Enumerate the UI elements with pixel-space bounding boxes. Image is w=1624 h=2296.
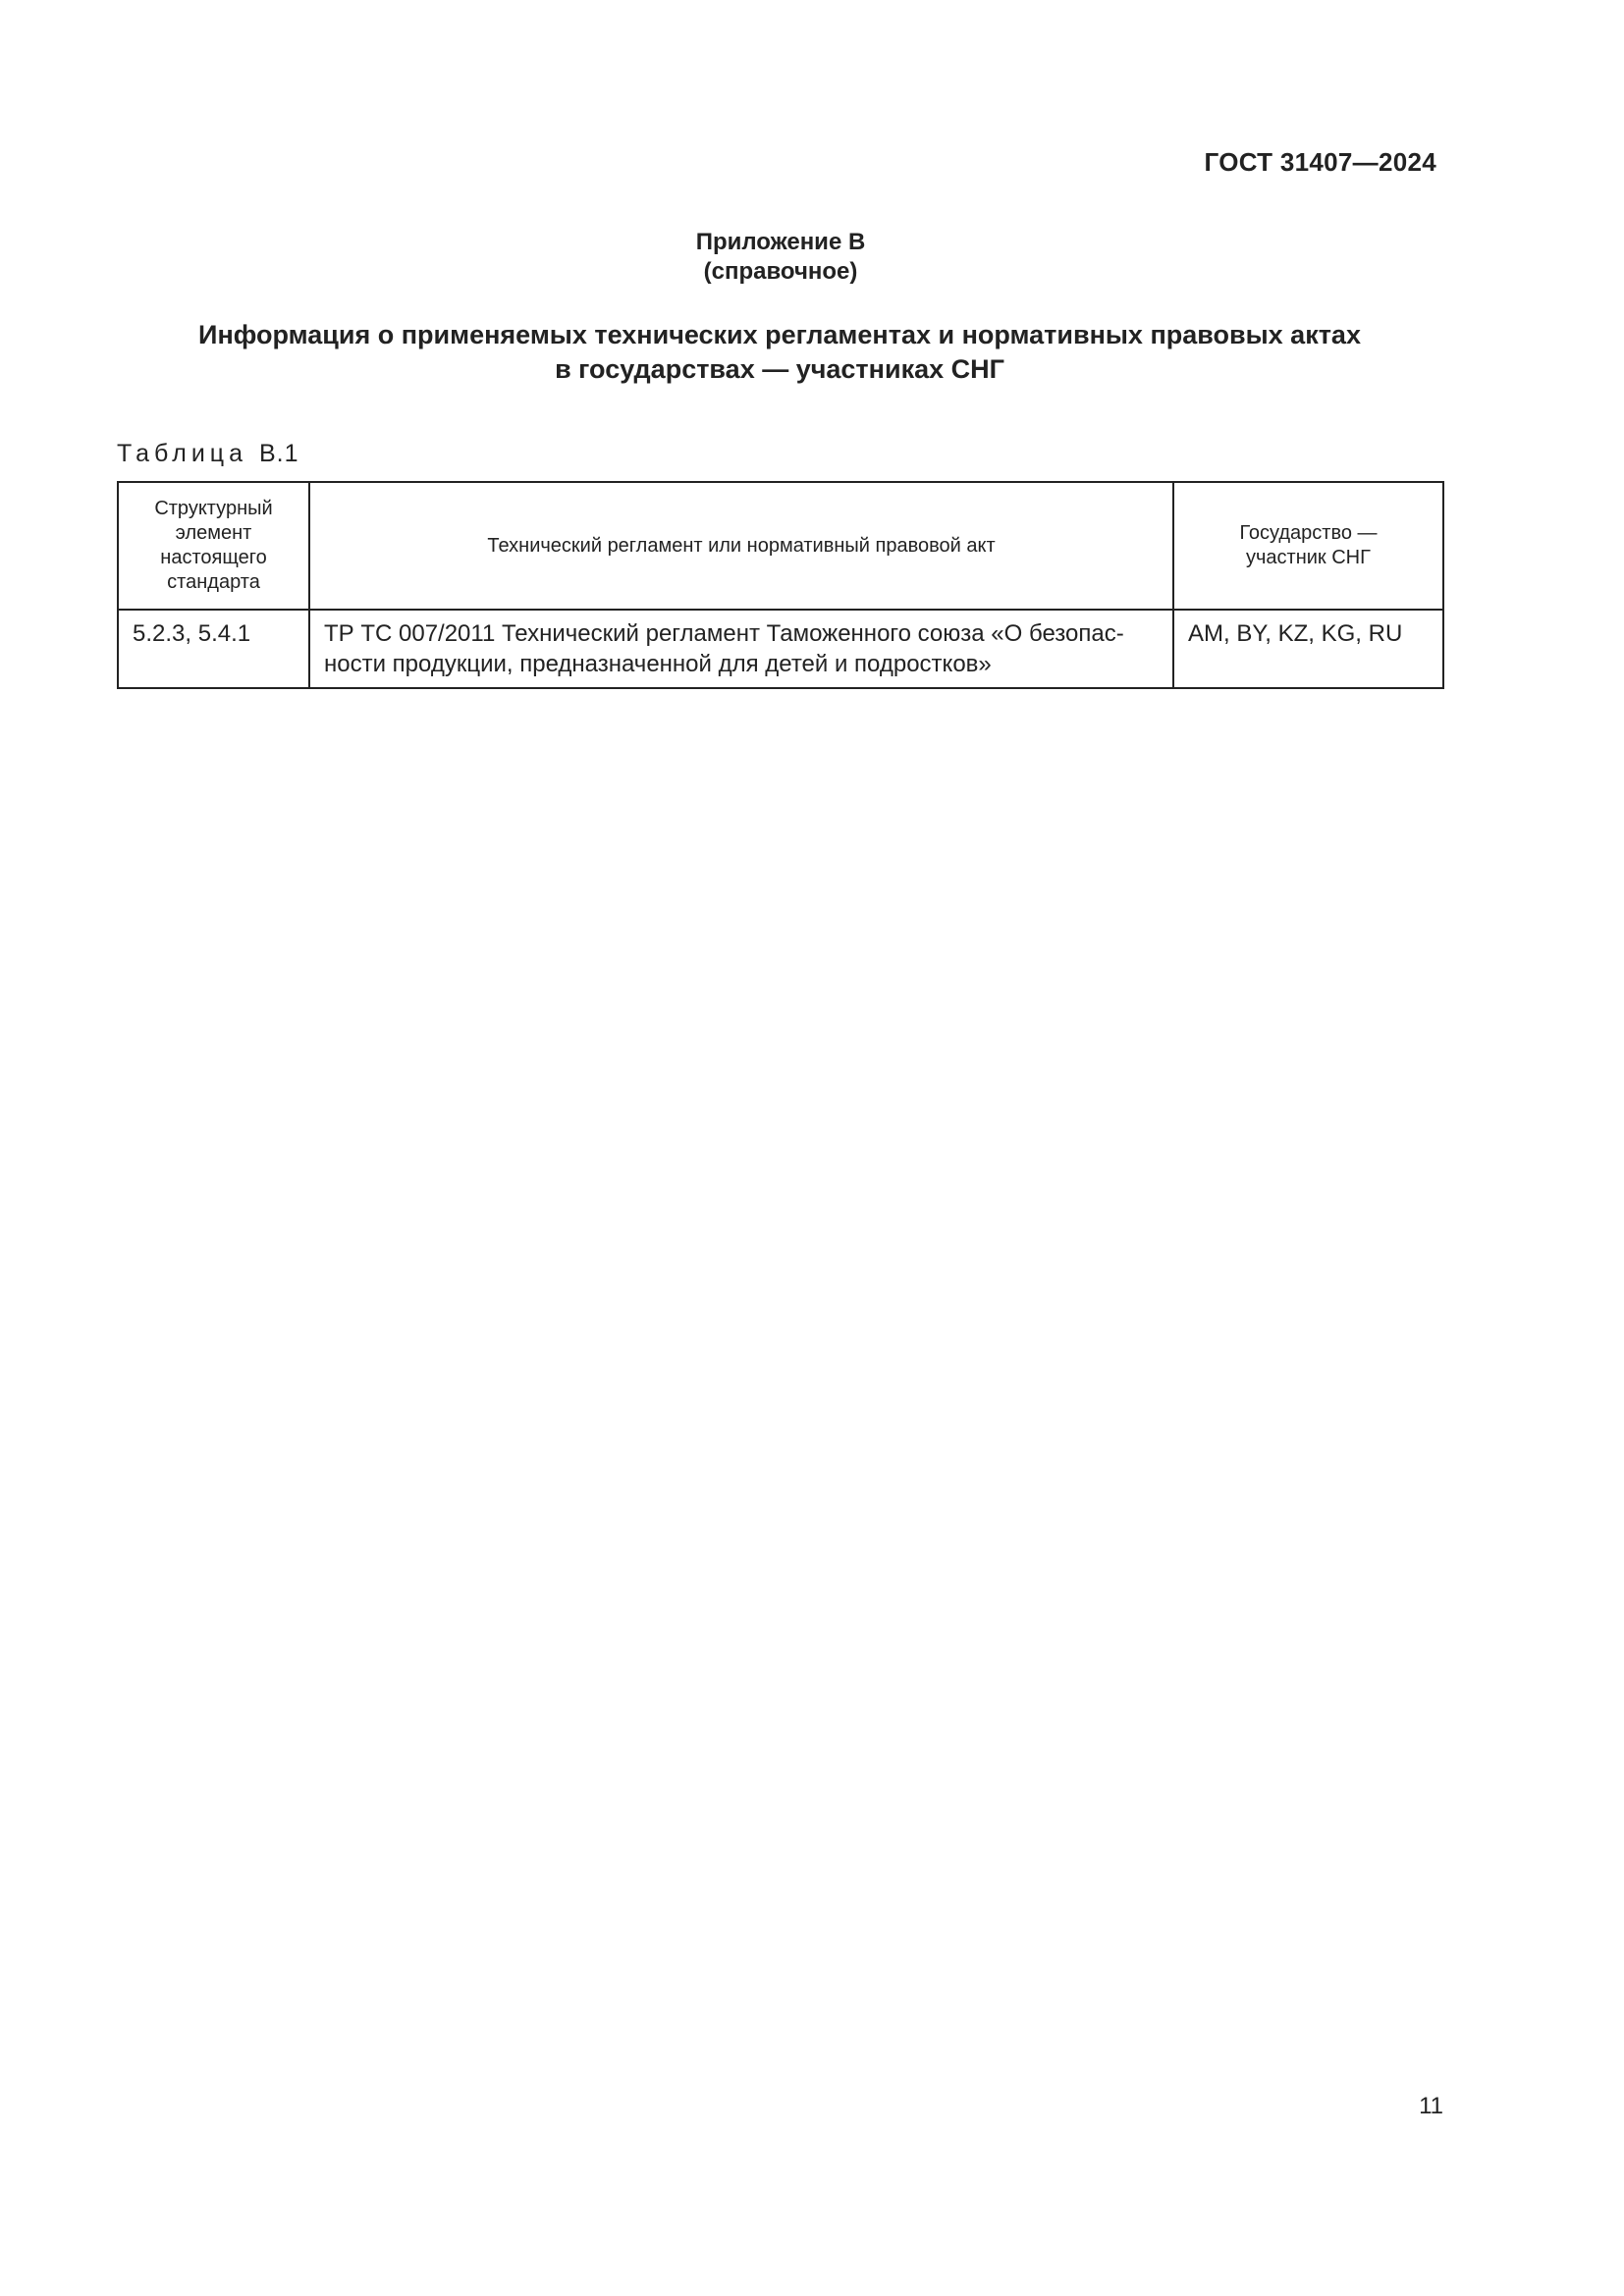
cell-member-states: AM, BY, KZ, KG, RU	[1173, 610, 1443, 688]
cell-structural-element: 5.2.3, 5.4.1	[118, 610, 309, 688]
document-code: ГОСТ 31407—2024	[1204, 147, 1436, 177]
header-line: Государство —	[1239, 522, 1378, 544]
cell-regulation-line-1: ТР ТС 007/2011 Технический регламент Таможенного союза «О безопас-	[324, 620, 1124, 647]
header-line: настоящего	[160, 547, 267, 568]
appendix-title: Приложение В	[695, 229, 866, 255]
table-caption	[117, 440, 299, 468]
header-regulation	[309, 482, 1173, 610]
table-row	[118, 610, 1443, 688]
appendix-subtitle: (справочное)	[703, 258, 858, 285]
page-number: 11	[1419, 2093, 1443, 2119]
header-line: стандарта	[167, 571, 260, 593]
header-member-state	[1173, 482, 1443, 610]
table-caption-word: Таблица	[117, 440, 248, 467]
section-heading-line-2: в государствах — участниках СНГ	[555, 354, 1004, 384]
cell-regulation-line-2: ности продукции, предназначенной для детей и подростков»	[324, 651, 992, 677]
header-structural-element	[118, 482, 309, 610]
header-line: Структурный	[154, 498, 273, 519]
regulations-table	[117, 481, 1444, 689]
header-line: участник СНГ	[1246, 547, 1371, 568]
section-heading	[118, 318, 1441, 387]
header-line: элемент	[175, 522, 252, 544]
cell-regulation	[309, 610, 1173, 688]
table-header-row	[118, 482, 1443, 610]
section-heading-line-1: Информация о применяемых технических регламентах и нормативных правовых актах	[198, 320, 1361, 349]
table-caption-number: В.1	[258, 440, 299, 467]
appendix-title-block	[0, 228, 1561, 287]
header-line: Технический регламент или нормативный правовой акт	[487, 534, 996, 557]
